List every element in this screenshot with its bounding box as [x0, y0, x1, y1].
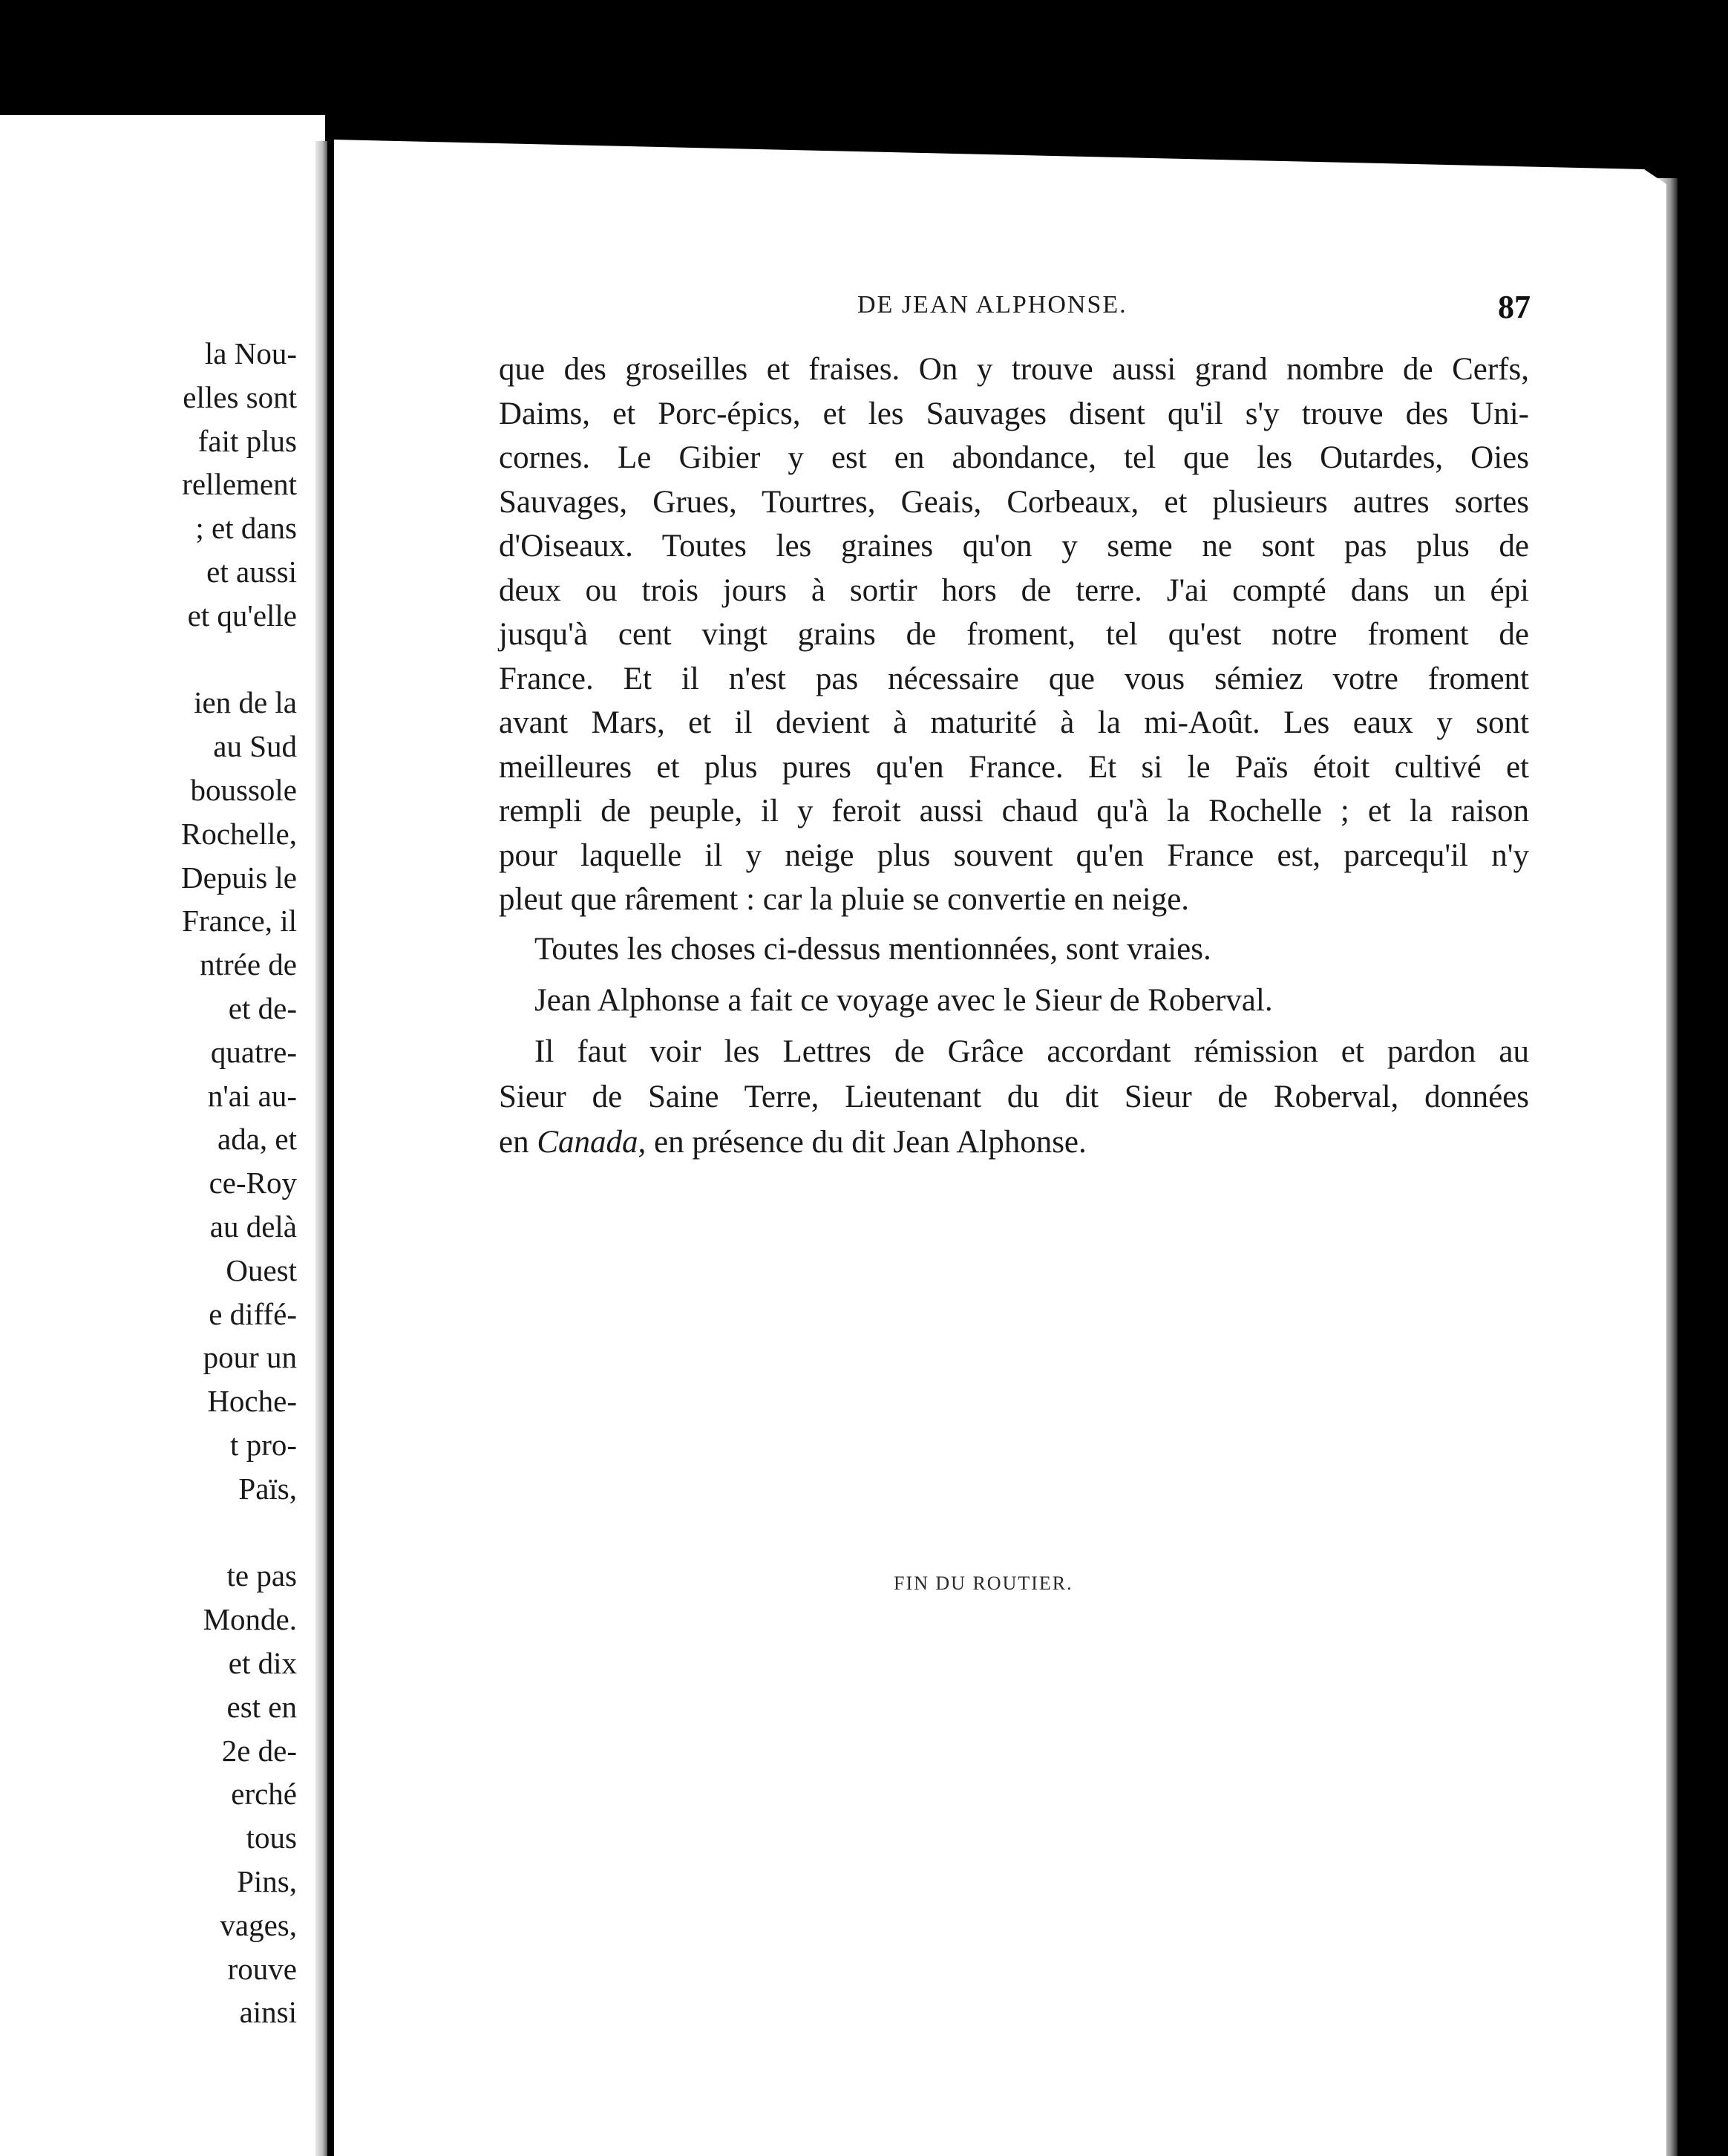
text-line: pleut que rârement : car la pluie se convertie en neige.: [499, 882, 1190, 917]
text-fragment: en présence du dit Jean Alphonse.: [646, 1124, 1087, 1160]
left-page-gutter: [315, 141, 327, 2156]
text-line: Il faut voir les Lettres de Grâce accordant rémission et pardon au: [534, 1033, 1529, 1069]
left-page-line: est en: [226, 1689, 297, 1724]
left-page-line: e diffé-: [209, 1296, 297, 1331]
left-page-line: Depuis le: [181, 860, 297, 895]
text-line: jusqu'à cent vingt grains de froment, tel qu'est notre froment de: [499, 617, 1529, 652]
text-line: Sauvages, Grues, Tourtres, Geais, Corbeaux, et plusieurs autres sortes: [499, 484, 1529, 520]
text-line: cornes. Le Gibier y est en abondance, tel que les Outardes, Oies: [499, 440, 1529, 475]
left-page-line: Ouest: [226, 1252, 297, 1287]
left-page-line: et de-: [228, 991, 297, 1025]
left-page-line: ainsi: [239, 1995, 297, 2030]
text-line: Daims, et Porc-épics, et les Sauvages disent qu'il s'y trouve des Uni-: [499, 396, 1529, 431]
left-page-line: ien de la: [194, 685, 297, 720]
main-paragraph: [499, 347, 1529, 922]
text-line: [499, 1120, 1529, 1165]
text-line: d'Oiseaux. Toutes les graines qu'on y seme ne sont pas plus de: [499, 529, 1529, 564]
left-page-line: t pro-: [230, 1428, 297, 1462]
left-page-line: et aussi: [206, 555, 297, 589]
left-page-line: et dix: [228, 1646, 297, 1680]
left-page-line: la Nou-: [204, 336, 297, 370]
left-page-line: quatre-: [210, 1034, 297, 1069]
statement-voyage: Jean Alphonse a fait ce voyage avec le Sieur de Roberval.: [534, 982, 1273, 1018]
left-page-line: ce-Roy: [209, 1166, 297, 1200]
left-page: [0, 115, 325, 2156]
left-page-line: Païs,: [238, 1471, 297, 1506]
left-page-line: rellement: [182, 467, 297, 502]
text-line: rempli de peuple, il y feroit aussi chaud qu'à la Rochelle ; et la raison: [499, 794, 1529, 829]
left-page-line: au delà: [209, 1209, 297, 1244]
left-page-line: ntrée de: [200, 947, 297, 982]
text-line: meilleures et plus pures qu'en France. Et si le Païs étoit cultivé et: [499, 749, 1529, 785]
end-note: FIN DU ROUTIER.: [894, 1572, 1073, 1594]
page-number: 87: [1498, 289, 1531, 325]
left-page-line: Pins,: [237, 1864, 297, 1898]
left-page-line: n'ai au-: [207, 1078, 297, 1113]
text-line: Sieur de Saine Terre, Lieutenant du dit Sieur de Roberval, données: [499, 1079, 1529, 1114]
left-page-line: boussole: [190, 773, 297, 807]
text-line: que des groseilles et fraises. On y trouve aussi grand nombre de Cerfs,: [499, 352, 1529, 387]
left-page-line: tous: [246, 1820, 297, 1855]
body-text: [499, 347, 1529, 1165]
left-page-line: ; et dans: [195, 511, 297, 546]
left-page-line: rouve: [227, 1951, 297, 1986]
left-page-line: Hoche-: [207, 1384, 297, 1419]
left-page-line: pour un: [203, 1340, 297, 1375]
place-name-canada: Canada,: [537, 1124, 647, 1160]
left-page-line: fait plus: [197, 423, 297, 458]
statement-true: Toutes les choses ci-dessus mentionnées, sont vraies.: [534, 931, 1211, 967]
text-line: France. Et il n'est pas nécessaire que vous sémiez votre froment: [499, 661, 1529, 696]
left-page-line: 2e de-: [221, 1733, 297, 1768]
text-fragment: en: [499, 1124, 537, 1160]
left-page-line: Rochelle,: [181, 816, 297, 851]
left-page-line: au Sud: [213, 729, 297, 764]
left-page-line: Monde.: [203, 1602, 297, 1637]
text-line: avant Mars, et il devient à maturité à la mi-Août. Les eaux y sont: [499, 705, 1529, 740]
text-line: pour laquelle il y neige plus souvent qu'en France est, parcequ'il n'y: [499, 837, 1529, 873]
left-page-line: et qu'elle: [187, 598, 297, 633]
running-head: DE JEAN ALPHONSE.: [857, 291, 1128, 318]
left-page-line: vages,: [220, 1907, 297, 1942]
left-page-line: elles sont: [183, 379, 297, 414]
text-line: deux ou trois jours à sortir hors de terre. J'ai compté dans un épi: [499, 572, 1529, 608]
left-page-line: erché: [231, 1777, 297, 1812]
final-paragraph: [499, 1029, 1529, 1165]
left-page-line: ada, et: [217, 1122, 297, 1157]
left-page-line: France, il: [182, 904, 297, 938]
left-page-line: te pas: [226, 1558, 297, 1593]
